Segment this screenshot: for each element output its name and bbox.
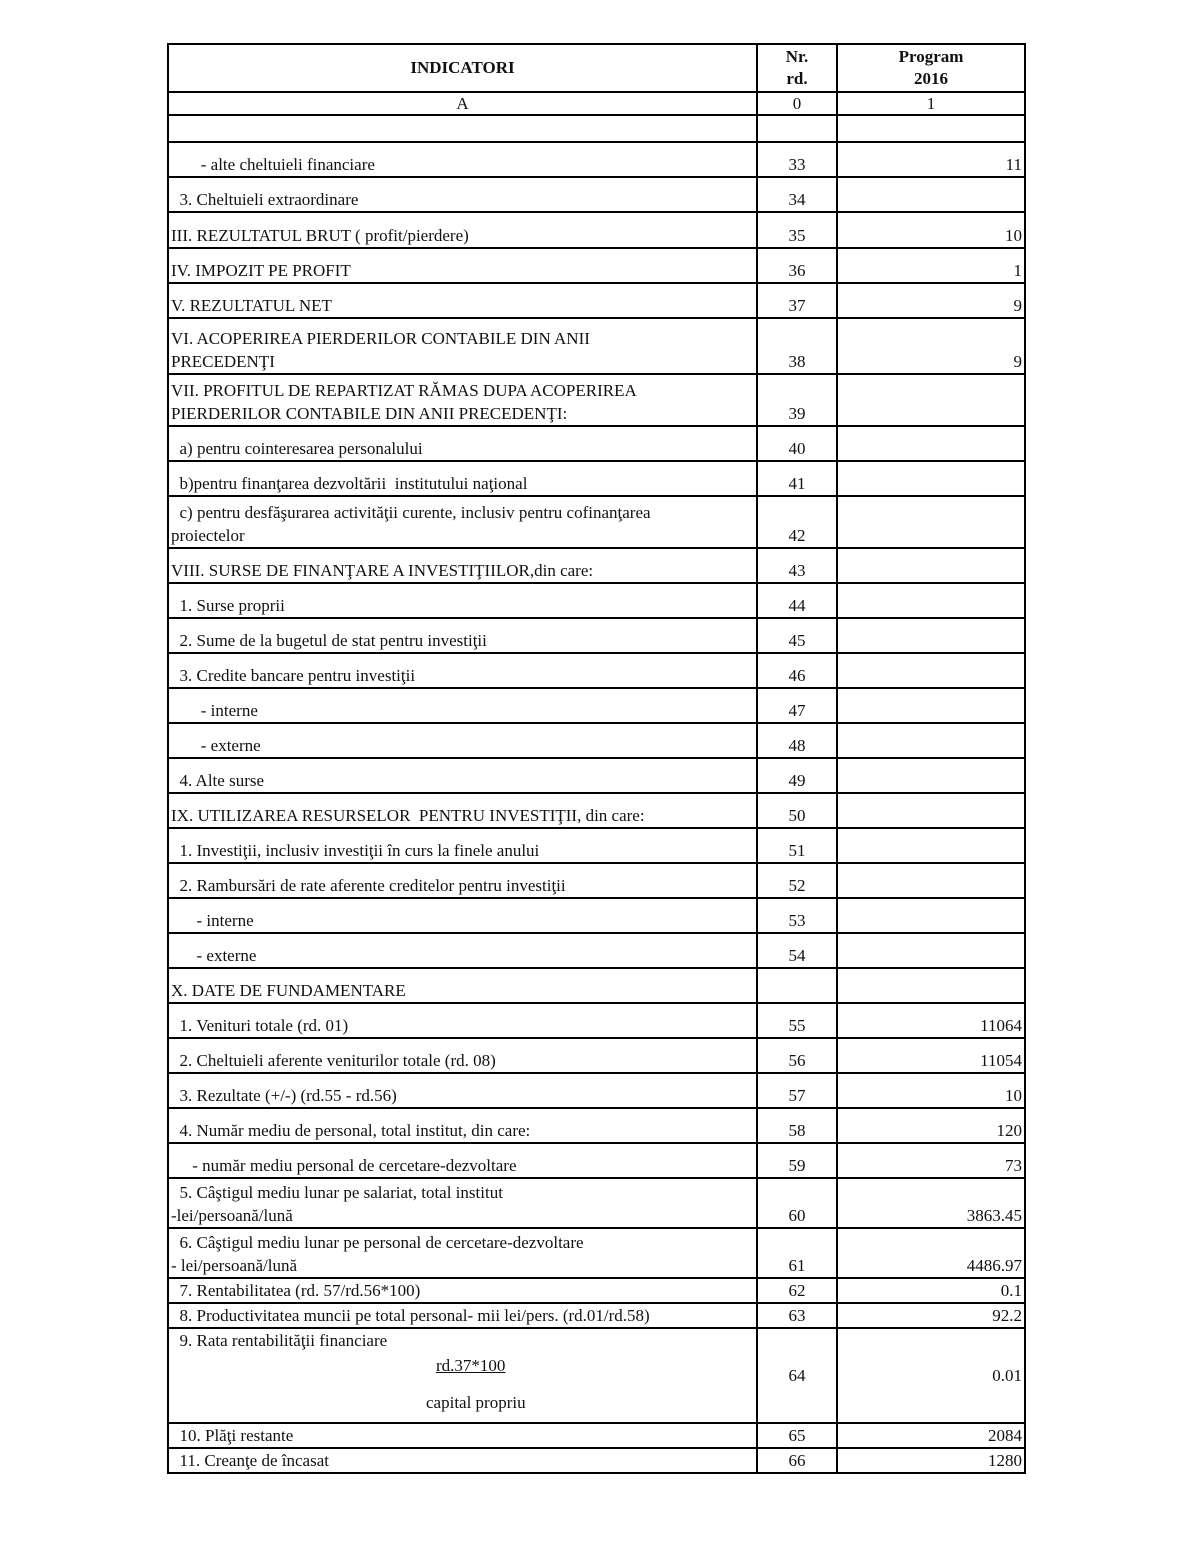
column-index-0: 0 — [757, 92, 837, 115]
row-value-program-2016: 1 — [837, 248, 1025, 283]
row-label: 4. Număr mediu de personal, total institut, din care: — [168, 1108, 757, 1143]
row-value-program-2016 — [837, 828, 1025, 863]
header-program-line1: Program — [898, 47, 964, 66]
row-label: - externe — [168, 723, 757, 758]
row-label: IV. IMPOZIT PE PROFIT — [168, 248, 757, 283]
table-row — [168, 1303, 1025, 1328]
row-number: 40 — [757, 426, 837, 461]
row-label-text: 9. Rata rentabilităţii financiare — [171, 1331, 388, 1350]
row-label: - interne — [168, 688, 757, 723]
table-row — [168, 828, 1025, 863]
row-value-program-2016 — [837, 583, 1025, 618]
row-label: 3. Rezultate (+/-) (rd.55 - rd.56) — [168, 1073, 757, 1108]
row-label — [168, 115, 757, 142]
table-row — [168, 1038, 1025, 1073]
row-number: 64 — [757, 1328, 837, 1423]
row-label — [168, 1328, 757, 1423]
table-row — [168, 212, 1025, 248]
row-label: 1. Venituri totale (rd. 01) — [168, 1003, 757, 1038]
table-row — [168, 318, 1025, 374]
row-value-program-2016 — [837, 653, 1025, 688]
row-number: 42 — [757, 496, 837, 548]
row-number: 33 — [757, 142, 837, 177]
row-label: - număr mediu personal de cercetare-dezvoltare — [168, 1143, 757, 1178]
header-indicatori: INDICATORI — [168, 44, 757, 92]
indicators-table — [167, 43, 1026, 1474]
row-value-program-2016: 11 — [837, 142, 1025, 177]
table-row — [168, 618, 1025, 653]
row-number: 54 — [757, 933, 837, 968]
row-number: 55 — [757, 1003, 837, 1038]
table-row — [168, 758, 1025, 793]
row-number: 62 — [757, 1278, 837, 1303]
row-value-program-2016 — [837, 758, 1025, 793]
row-number: 39 — [757, 374, 837, 426]
row-label: 11. Creanţe de încasat — [168, 1448, 757, 1473]
row-value-program-2016: 9 — [837, 283, 1025, 318]
row-label: - alte cheltuieli financiare — [168, 142, 757, 177]
row-number: 61 — [757, 1228, 837, 1278]
table-row — [168, 248, 1025, 283]
row-number: 51 — [757, 828, 837, 863]
row-label: 7. Rentabilitatea (rd. 57/rd.56*100) — [168, 1278, 757, 1303]
row-label: 3. Credite bancare pentru investiţii — [168, 653, 757, 688]
row-number: 46 — [757, 653, 837, 688]
row-label: - interne — [168, 898, 757, 933]
fraction-numerator: rd.37*100 — [436, 1356, 506, 1375]
row-value-program-2016: 2084 — [837, 1423, 1025, 1448]
table-row — [168, 115, 1025, 142]
row-value-program-2016: 11054 — [837, 1038, 1025, 1073]
table-row — [168, 583, 1025, 618]
table-row — [168, 1423, 1025, 1448]
row-value-program-2016 — [837, 548, 1025, 583]
table-row — [168, 461, 1025, 496]
table-row — [168, 723, 1025, 758]
row-number: 65 — [757, 1423, 837, 1448]
table-row — [168, 177, 1025, 212]
row-label: 2. Cheltuieli aferente veniturilor totale (rd. 08) — [168, 1038, 757, 1073]
table-row — [168, 548, 1025, 583]
header-nr-line2: rd. — [786, 69, 808, 88]
table-row — [168, 142, 1025, 177]
row-number: 45 — [757, 618, 837, 653]
row-label: X. DATE DE FUNDAMENTARE — [168, 968, 757, 1003]
row-number: 53 — [757, 898, 837, 933]
row-label: V. REZULTATUL NET — [168, 283, 757, 318]
row-value-program-2016 — [837, 933, 1025, 968]
column-index-a: A — [168, 92, 757, 115]
header-program — [837, 44, 1025, 92]
row-value-program-2016 — [837, 863, 1025, 898]
table-row — [168, 1278, 1025, 1303]
row-value-program-2016 — [837, 374, 1025, 426]
row-number: 59 — [757, 1143, 837, 1178]
row-value-program-2016: 120 — [837, 1108, 1025, 1143]
row-value-program-2016 — [837, 793, 1025, 828]
row-value-program-2016 — [837, 115, 1025, 142]
row-number: 52 — [757, 863, 837, 898]
table-row — [168, 1448, 1025, 1473]
row-number: 49 — [757, 758, 837, 793]
row-label: c) pentru desfăşurarea activităţii curente, inclusiv pentru cofinanţarea proiectelor — [168, 496, 757, 548]
row-value-program-2016: 4486.97 — [837, 1228, 1025, 1278]
row-label: 3. Cheltuieli extraordinare — [168, 177, 757, 212]
row-number: 50 — [757, 793, 837, 828]
column-index-row — [168, 92, 1025, 115]
row-value-program-2016: 10 — [837, 1073, 1025, 1108]
table-row — [168, 496, 1025, 548]
row-label: VI. ACOPERIREA PIERDERILOR CONTABILE DIN ANII PRECEDENŢI — [168, 318, 757, 374]
header-row — [168, 44, 1025, 92]
row-label: a) pentru cointeresarea personalului — [168, 426, 757, 461]
table-row — [168, 283, 1025, 318]
row-number: 47 — [757, 688, 837, 723]
table-row — [168, 688, 1025, 723]
row-value-program-2016: 0.01 — [837, 1328, 1025, 1423]
row-number: 57 — [757, 1073, 837, 1108]
row-value-program-2016 — [837, 968, 1025, 1003]
row-number — [757, 115, 837, 142]
row-number: 56 — [757, 1038, 837, 1073]
table-row — [168, 426, 1025, 461]
table-row — [168, 1003, 1025, 1038]
table-row — [168, 374, 1025, 426]
fraction-denominator: capital propriu — [426, 1393, 526, 1412]
row-value-program-2016: 9 — [837, 318, 1025, 374]
row-value-program-2016 — [837, 461, 1025, 496]
row-value-program-2016: 1280 — [837, 1448, 1025, 1473]
table-row — [168, 1328, 1025, 1423]
row-label: 1. Surse proprii — [168, 583, 757, 618]
table-row — [168, 1178, 1025, 1228]
column-index-1: 1 — [837, 92, 1025, 115]
row-value-program-2016: 11064 — [837, 1003, 1025, 1038]
row-number: 35 — [757, 212, 837, 248]
row-number: 58 — [757, 1108, 837, 1143]
row-value-program-2016 — [837, 496, 1025, 548]
row-value-program-2016: 0.1 — [837, 1278, 1025, 1303]
row-number: 37 — [757, 283, 837, 318]
table-row — [168, 1228, 1025, 1278]
row-value-program-2016 — [837, 618, 1025, 653]
row-label: 2. Sume de la bugetul de stat pentru investiţii — [168, 618, 757, 653]
row-value-program-2016: 3863.45 — [837, 1178, 1025, 1228]
row-label: 5. Câştigul mediu lunar pe salariat, total institut -lei/persoană/lună — [168, 1178, 757, 1228]
table-row — [168, 793, 1025, 828]
row-value-program-2016 — [837, 177, 1025, 212]
row-number: 34 — [757, 177, 837, 212]
row-number: 43 — [757, 548, 837, 583]
row-label: 4. Alte surse — [168, 758, 757, 793]
row-number: 36 — [757, 248, 837, 283]
row-value-program-2016 — [837, 426, 1025, 461]
table-row — [168, 863, 1025, 898]
table-row — [168, 968, 1025, 1003]
row-label: III. REZULTATUL BRUT ( profit/pierdere) — [168, 212, 757, 248]
row-number: 66 — [757, 1448, 837, 1473]
row-value-program-2016 — [837, 688, 1025, 723]
row-number: 60 — [757, 1178, 837, 1228]
row-value-program-2016: 73 — [837, 1143, 1025, 1178]
table-row — [168, 1108, 1025, 1143]
row-label: 10. Plăţi restante — [168, 1423, 757, 1448]
row-label: VII. PROFITUL DE REPARTIZAT RĂMAS DUPA ACOPERIREA PIERDERILOR CONTABILE DIN ANII PRECEDENŢI: — [168, 374, 757, 426]
row-value-program-2016 — [837, 723, 1025, 758]
row-label: VIII. SURSE DE FINANŢARE A INVESTIŢIILOR,din care: — [168, 548, 757, 583]
table-row — [168, 1073, 1025, 1108]
row-value-program-2016: 10 — [837, 212, 1025, 248]
row-label: 1. Investiţii, inclusiv investiţii în curs la finele anului — [168, 828, 757, 863]
header-nr-line1: Nr. — [785, 47, 809, 66]
row-number: 44 — [757, 583, 837, 618]
row-label: 2. Rambursări de rate aferente creditelor pentru investiţii — [168, 863, 757, 898]
table-row — [168, 898, 1025, 933]
header-program-line2: 2016 — [914, 69, 948, 88]
row-label: 6. Câştigul mediu lunar pe personal de cercetare-dezvoltare - lei/persoană/lună — [168, 1228, 757, 1278]
row-number — [757, 968, 837, 1003]
row-number: 38 — [757, 318, 837, 374]
table-row — [168, 653, 1025, 688]
table-row — [168, 1143, 1025, 1178]
row-label: b)pentru finanţarea dezvoltării institutului naţional — [168, 461, 757, 496]
row-number: 41 — [757, 461, 837, 496]
row-number: 48 — [757, 723, 837, 758]
row-label: 8. Productivitatea muncii pe total personal- mii lei/pers. (rd.01/rd.58) — [168, 1303, 757, 1328]
row-value-program-2016: 92.2 — [837, 1303, 1025, 1328]
table-row — [168, 933, 1025, 968]
row-label: - externe — [168, 933, 757, 968]
row-label: IX. UTILIZAREA RESURSELOR PENTRU INVESTIŢII, din care: — [168, 793, 757, 828]
header-nr-rd — [757, 44, 837, 92]
row-value-program-2016 — [837, 898, 1025, 933]
row-number: 63 — [757, 1303, 837, 1328]
